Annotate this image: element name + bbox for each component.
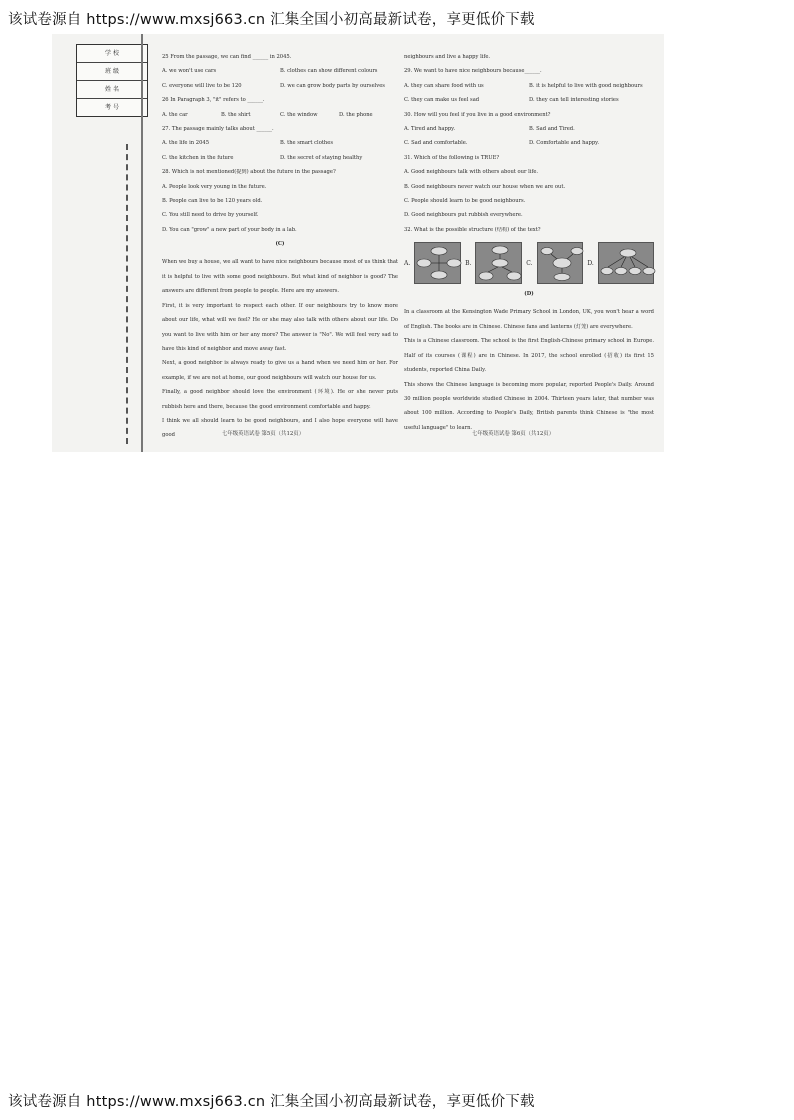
option: B. clothes can show different colours — [280, 68, 378, 75]
option: A. we won't use cars — [162, 68, 217, 75]
option: C. they can make us feel sad — [404, 97, 480, 104]
question-30: 30. How will you feel if you live in a good environment? — [404, 111, 551, 118]
passage-c-para3: Next, a good neighbor is always ready to give us a hand when we need him or her. For example, if we are not at home, our good neighbours will watch our house for us. — [162, 360, 398, 381]
info-name: 姓 名 — [77, 81, 147, 99]
q27-options-ab — [162, 140, 398, 147]
option: A. the car — [162, 111, 188, 118]
structure-diagrams — [404, 241, 654, 285]
option: C. the kitchen in the future — [162, 154, 234, 161]
diagram-a-image — [414, 242, 461, 284]
question-31: 31. Which of the following is TRUE? — [404, 154, 500, 161]
passage-d-para3: This shows the Chinese language is becoming more popular, reported People's Daily. Around 30 million people worldwide studied Chinese in 2004. Thirteen years later, that number was about 100 million. According to People's Daily, British parents think Chinese is "the most useful language" to learn. — [404, 381, 654, 431]
q31-option-b: B. Good neighbours never watch our house when we are out. — [404, 183, 566, 190]
option: B. it is helpful to live with good neighbours — [529, 82, 643, 89]
footer-page-5: 七年级英语试卷 第5页（共12页） — [222, 431, 305, 437]
passage-c-end: neighbours and live a happy life. — [404, 54, 491, 60]
q28-option-c: C. You still need to drive by yourself. — [162, 212, 259, 219]
q31-option-d: D. Good neighbours put rubbish everywhere. — [404, 212, 523, 219]
section-d-heading: (D) — [524, 291, 534, 298]
passage-c-para4: Finally, a good neighbor should love the environment (环境). He or she never puts rubbish here and there, because the good environment comfortable and happy. — [162, 389, 398, 410]
right-page-column — [404, 54, 654, 435]
info-school: 学 校 — [77, 45, 147, 63]
passage-c-para2: First, it is very important to respect each other. If our neighbours try to know more about our life, what will we feel? He or she may also talk with others about our life. Do you want to live with him or her any more? The answer is "No". We will feel very sad to have this kind of neighbor and move away fast. — [162, 302, 398, 352]
q28-option-a: A. People look very young in the future. — [162, 183, 267, 190]
passage-d-para1: In a classroom at the Kensington Wade Primary School in London, UK, you won't hear a word of English. The books are in Chinese. Chinese fans and lanterns (灯笼) are everywhere. — [404, 309, 654, 330]
q30-options-cd — [404, 140, 654, 147]
q31-option-a: A. Good neighbours talk with others about our life. — [404, 169, 539, 176]
diagram-label-b: B. — [465, 259, 472, 267]
question-28: 28. Which is not mentioned(提到) about the future in the passage? — [162, 169, 336, 176]
binding-strip — [52, 34, 148, 452]
option: C. the window — [280, 111, 318, 118]
info-number: 考 号 — [105, 104, 119, 111]
student-info-box — [76, 44, 148, 117]
passage-c-para5: I think we all should learn to be good neighbours, and I also hope everyone will have good — [162, 417, 398, 439]
option: A. they can share food with us — [404, 82, 484, 89]
left-page-column — [162, 54, 398, 443]
q28-option-d: D. You can "grow" a new part of your body in a lab. — [162, 226, 297, 233]
question-29: 29. We want to have nice neighbours because______. — [404, 68, 542, 75]
q29-options-ab — [404, 83, 654, 90]
option: C. Sad and comfortable. — [404, 140, 468, 147]
option: A. the life in 2045 — [162, 140, 209, 147]
diagram-label-d: D. — [587, 259, 594, 267]
q25-options-cd — [162, 83, 398, 90]
q28-option-b: B. People can live to be 120 years old. — [162, 197, 263, 204]
passage-c-para1: When we buy a house, we all want to have nice neighbours because most of us think that it is helpful to live with some good neighbours. But what kind of neighbor is good? The answers are different from people to people. Here are my answers. — [162, 259, 398, 295]
option: D. Comfortable and happy. — [529, 140, 600, 147]
watermark-top: 该试卷源自 https://www.mxsj663.cn 汇集全国小初高最新试卷，享更低价下载 — [8, 12, 535, 28]
diagram-c-image — [537, 242, 584, 284]
info-class: 班 级 — [77, 63, 147, 81]
q31-option-c: C. People should learn to be good neighbours. — [404, 197, 526, 204]
option: D. they can tell interesting stories — [529, 97, 619, 104]
scanned-exam-page — [52, 34, 664, 452]
option: D. we can grow body parts by ourselves — [280, 82, 385, 89]
diagram-d-image — [598, 242, 654, 284]
seal-dashed-line — [126, 144, 128, 444]
diagram-b-image — [475, 242, 522, 284]
option: D. the phone — [339, 111, 373, 118]
q26-options — [162, 112, 398, 119]
binding-line — [141, 34, 143, 452]
question-32: 32. What is the possible structure (结构) of the text? — [404, 226, 541, 233]
diagram-label-c: C. — [526, 259, 533, 267]
option: B. the shirt — [221, 111, 251, 118]
question-25: 25 From the passage, we can find ______ in 2045. — [162, 54, 292, 60]
q27-options-cd — [162, 155, 398, 162]
option: B. the smart clothes — [280, 140, 333, 147]
watermark-bottom: 该试卷源自 https://www.mxsj663.cn 汇集全国小初高最新试卷，享更低价下载 — [8, 1094, 535, 1110]
option: B. Sad and Tired. — [529, 125, 575, 132]
option: A. Tired and happy. — [404, 125, 456, 132]
option: C. everyone will live to be 120 — [162, 82, 242, 89]
q30-options-ab — [404, 126, 654, 133]
passage-d-para2: This is a Chinese classroom. The school is the first English-Chinese primary school in Europe. Half of its courses (课程) are in Chinese. In 2017, the school enrolled (招收) its first 15 students, reported China Daily. — [404, 338, 654, 374]
q29-options-cd — [404, 97, 654, 104]
question-26: 26 In Paragraph 3, "it" refers to ______. — [162, 97, 265, 104]
section-c-heading: (C) — [275, 241, 285, 248]
option: D. the secret of staying healthy — [280, 154, 363, 161]
q25-options-ab — [162, 68, 398, 75]
question-27: 27. The passage mainly talks about ______. — [162, 125, 274, 132]
footer-page-6: 七年级英语试卷 第6页（共12页） — [472, 431, 555, 437]
diagram-label-a: A. — [404, 259, 411, 267]
